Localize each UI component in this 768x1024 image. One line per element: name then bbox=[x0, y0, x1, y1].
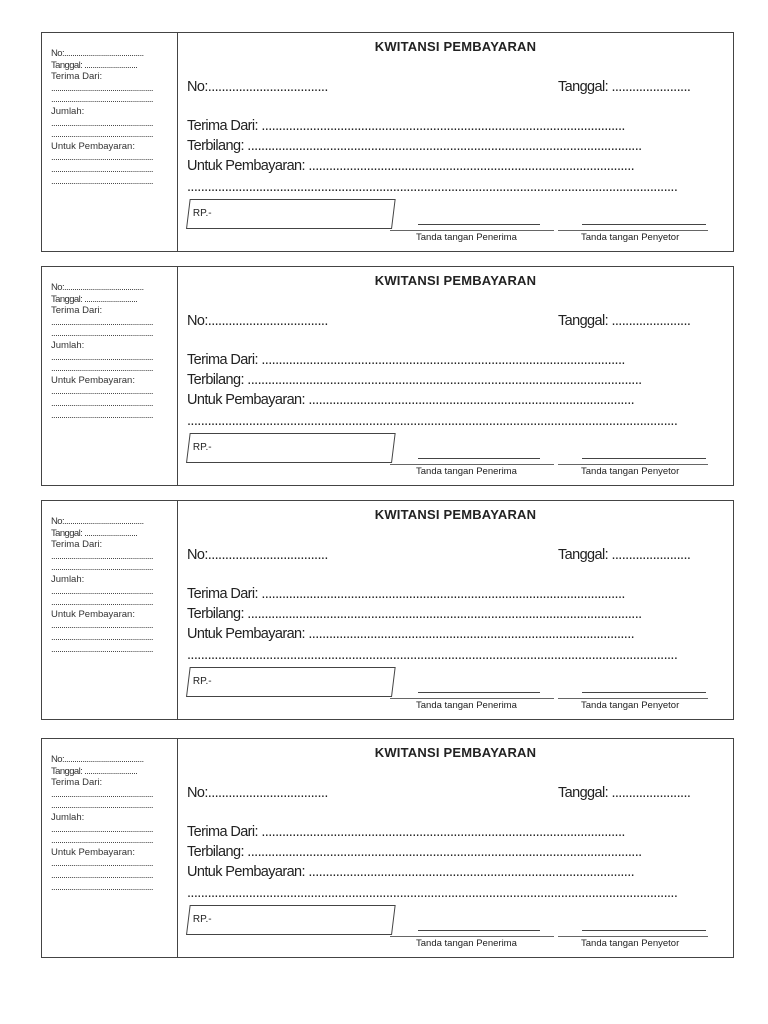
receipt-extra-line[interactable]: ............................................................................................................................................... bbox=[187, 885, 678, 901]
receipt-terbilang-field[interactable]: Terbilang: ................................................................................................................... bbox=[187, 606, 642, 622]
stub-untuk-pembayaran-label: Untuk Pembayaran: bbox=[51, 140, 135, 152]
receipt-terbilang-field[interactable]: Terbilang: ................................................................................................................... bbox=[187, 844, 642, 860]
stub-blank-line: .................................................. bbox=[51, 858, 153, 870]
amount-box[interactable] bbox=[186, 199, 396, 229]
divider-line bbox=[558, 230, 708, 231]
stub-jumlah-label: Jumlah: bbox=[51, 339, 85, 351]
stub-blank-line: .................................................. bbox=[51, 643, 153, 655]
receipt-extra-line[interactable]: ............................................................................................................................................... bbox=[187, 179, 678, 195]
stub-untuk-pembayaran-label: Untuk Pembayaran: bbox=[51, 374, 135, 386]
stub-no: No:....................................... bbox=[51, 48, 144, 59]
signature-line-payer bbox=[582, 224, 706, 225]
receipt-3 bbox=[41, 500, 734, 720]
receipt-stub bbox=[42, 501, 178, 719]
stub-blank-line: .................................................. bbox=[51, 117, 153, 129]
stub-jumlah-label: Jumlah: bbox=[51, 105, 85, 117]
signature-line-payer bbox=[582, 458, 706, 459]
receipt-terima-dari-field[interactable]: Terima Dari: .......................................................................................................... bbox=[187, 586, 625, 602]
receipt-untuk-pembayaran-field[interactable]: Untuk Pembayaran: ............................................................................................... bbox=[187, 626, 635, 642]
amount-label: RP.- bbox=[192, 914, 212, 925]
receipt-terbilang-field[interactable]: Terbilang: ................................................................................................................... bbox=[187, 372, 642, 388]
signature-label-receiver: Tanda tangan Penerima bbox=[416, 466, 517, 477]
divider-line bbox=[390, 936, 554, 937]
receipt-no-field[interactable]: No:................................... bbox=[187, 79, 328, 95]
receipt-terbilang-field[interactable]: Terbilang: ................................................................................................................... bbox=[187, 138, 642, 154]
stub-blank-line: .................................................. bbox=[51, 788, 153, 800]
stub-jumlah-label: Jumlah: bbox=[51, 811, 85, 823]
receipt-no-field[interactable]: No:................................... bbox=[187, 785, 328, 801]
receipt-main bbox=[178, 501, 733, 719]
signature-line-receiver bbox=[418, 458, 540, 459]
divider-line bbox=[558, 464, 708, 465]
stub-blank-line: .................................................. bbox=[51, 409, 153, 421]
stub-jumlah-label: Jumlah: bbox=[51, 573, 85, 585]
amount-box[interactable] bbox=[186, 905, 396, 935]
stub-blank-line: .................................................. bbox=[51, 562, 153, 574]
receipt-terima-dari-field[interactable]: Terima Dari: .......................................................................................................... bbox=[187, 118, 625, 134]
receipt-extra-line[interactable]: ............................................................................................................................................... bbox=[187, 413, 678, 429]
stub-blank-line: .................................................. bbox=[51, 351, 153, 363]
receipt-main bbox=[178, 739, 733, 957]
signature-line-receiver bbox=[418, 930, 540, 931]
divider-line bbox=[558, 936, 708, 937]
stub-blank-line: .................................................. bbox=[51, 363, 153, 375]
receipt-untuk-pembayaran-field[interactable]: Untuk Pembayaran: ............................................................................................... bbox=[187, 864, 635, 880]
signature-label-payer: Tanda tangan Penyetor bbox=[581, 938, 680, 949]
receipt-terima-dari-field[interactable]: Terima Dari: .......................................................................................................... bbox=[187, 352, 625, 368]
stub-blank-line: .................................................. bbox=[51, 800, 153, 812]
receipt-4 bbox=[41, 738, 734, 958]
stub-blank-line: .................................................. bbox=[51, 550, 153, 562]
receipt-tanggal-field[interactable]: Tanggal: ....................... bbox=[558, 313, 691, 329]
stub-tanggal: Tanggal: .......................... bbox=[51, 293, 138, 305]
divider-line bbox=[558, 698, 708, 699]
stub-blank-line: .................................................. bbox=[51, 631, 153, 643]
stub-blank-line: .................................................. bbox=[51, 316, 153, 328]
stub-blank-line: .................................................. bbox=[51, 597, 153, 609]
receipt-tanggal-field[interactable]: Tanggal: ....................... bbox=[558, 547, 691, 563]
receipt-1 bbox=[41, 32, 734, 252]
signature-label-payer: Tanda tangan Penyetor bbox=[581, 232, 680, 243]
signature-label-receiver: Tanda tangan Penerima bbox=[416, 232, 517, 243]
stub-terima-dari-label: Terima Dari: bbox=[51, 777, 103, 789]
stub-blank-line: .................................................. bbox=[51, 94, 153, 106]
stub-blank-line: .................................................. bbox=[51, 152, 153, 164]
signature-line-payer bbox=[582, 930, 706, 931]
stub-terima-dari-label: Terima Dari: bbox=[51, 539, 103, 551]
stub-tanggal: Tanggal: .......................... bbox=[51, 527, 138, 539]
receipt-tanggal-field[interactable]: Tanggal: ....................... bbox=[558, 785, 691, 801]
receipt-2 bbox=[41, 266, 734, 486]
stub-untuk-pembayaran-label: Untuk Pembayaran: bbox=[51, 846, 135, 858]
stub-blank-line: .................................................. bbox=[51, 585, 153, 597]
receipt-no-field[interactable]: No:................................... bbox=[187, 313, 328, 329]
amount-box[interactable] bbox=[186, 667, 396, 697]
receipt-title: KWITANSI PEMBAYARAN bbox=[374, 273, 537, 288]
receipt-stub bbox=[42, 33, 178, 251]
stub-blank-line: .................................................. bbox=[51, 328, 153, 340]
signature-line-receiver bbox=[418, 224, 540, 225]
stub-blank-line: .................................................. bbox=[51, 620, 153, 632]
receipt-untuk-pembayaran-field[interactable]: Untuk Pembayaran: ............................................................................................... bbox=[187, 158, 635, 174]
stub-terima-dari-label: Terima Dari: bbox=[51, 305, 103, 317]
signature-line-receiver bbox=[418, 692, 540, 693]
stub-no: No:....................................... bbox=[51, 516, 144, 527]
signature-label-receiver: Tanda tangan Penerima bbox=[416, 700, 517, 711]
signature-line-payer bbox=[582, 692, 706, 693]
receipt-untuk-pembayaran-field[interactable]: Untuk Pembayaran: ............................................................................................... bbox=[187, 392, 635, 408]
receipt-extra-line[interactable]: ............................................................................................................................................... bbox=[187, 647, 678, 663]
stub-blank-line: .................................................. bbox=[51, 386, 153, 398]
receipt-stub bbox=[42, 267, 178, 485]
divider-line bbox=[390, 698, 554, 699]
stub-blank-line: .................................................. bbox=[51, 175, 153, 187]
divider-line bbox=[390, 464, 554, 465]
receipt-tanggal-field[interactable]: Tanggal: ....................... bbox=[558, 79, 691, 95]
stub-blank-line: .................................................. bbox=[51, 82, 153, 94]
receipt-main bbox=[178, 267, 733, 485]
signature-label-payer: Tanda tangan Penyetor bbox=[581, 700, 680, 711]
amount-box[interactable] bbox=[186, 433, 396, 463]
stub-no: No:....................................... bbox=[51, 754, 144, 765]
receipt-title: KWITANSI PEMBAYARAN bbox=[374, 507, 537, 522]
signature-label-receiver: Tanda tangan Penerima bbox=[416, 938, 517, 949]
divider-line bbox=[390, 230, 554, 231]
stub-blank-line: .................................................. bbox=[51, 163, 153, 175]
amount-label: RP.- bbox=[192, 208, 212, 219]
receipt-terima-dari-field[interactable]: Terima Dari: .......................................................................................................... bbox=[187, 824, 625, 840]
stub-blank-line: .................................................. bbox=[51, 823, 153, 835]
stub-tanggal: Tanggal: .......................... bbox=[51, 765, 138, 777]
receipt-stub bbox=[42, 739, 178, 957]
stub-tanggal: Tanggal: .......................... bbox=[51, 59, 138, 71]
receipt-no-field[interactable]: No:................................... bbox=[187, 547, 328, 563]
amount-label: RP.- bbox=[192, 676, 212, 687]
amount-label: RP.- bbox=[192, 442, 212, 453]
receipt-main bbox=[178, 33, 733, 251]
signature-label-payer: Tanda tangan Penyetor bbox=[581, 466, 680, 477]
receipt-title: KWITANSI PEMBAYARAN bbox=[374, 745, 537, 760]
stub-blank-line: .................................................. bbox=[51, 881, 153, 893]
stub-blank-line: .................................................. bbox=[51, 869, 153, 881]
stub-blank-line: .................................................. bbox=[51, 129, 153, 141]
stub-blank-line: .................................................. bbox=[51, 397, 153, 409]
receipt-title: KWITANSI PEMBAYARAN bbox=[374, 39, 537, 54]
stub-terima-dari-label: Terima Dari: bbox=[51, 71, 103, 83]
stub-no: No:....................................... bbox=[51, 282, 144, 293]
stub-untuk-pembayaran-label: Untuk Pembayaran: bbox=[51, 608, 135, 620]
stub-blank-line: .................................................. bbox=[51, 835, 153, 847]
